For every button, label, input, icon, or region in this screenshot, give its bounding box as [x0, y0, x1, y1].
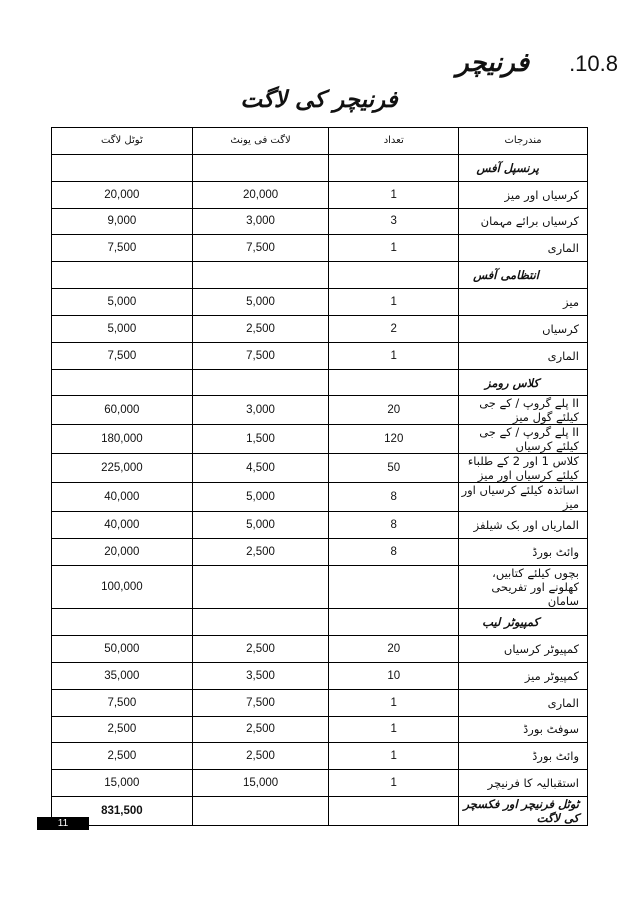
item-cell: کمپیوٹر میز	[459, 662, 588, 689]
table-row	[52, 539, 588, 566]
unit-cost-cell: 2,500	[192, 743, 329, 770]
section-heading-number: .10.8	[569, 51, 618, 76]
empty-cell	[192, 609, 329, 636]
total-cost-cell: 5,000	[52, 315, 193, 342]
total-cost-cell: 60,000	[52, 396, 193, 425]
unit-cost-cell: 2,500	[192, 716, 329, 743]
unit-cost-cell: 7,500	[192, 342, 329, 369]
table-row	[52, 662, 588, 689]
table-row	[52, 512, 588, 539]
quantity-cell: 1	[329, 743, 459, 770]
item-cell: ٹوٹل فرنیچر اور فکسچر کی لاگت	[459, 797, 588, 826]
item-cell: کرسیاں اور میز	[459, 181, 588, 208]
total-cost-cell: 35,000	[52, 662, 193, 689]
table-row	[52, 566, 588, 609]
unit-cost-cell: 5,000	[192, 483, 329, 512]
table-row	[52, 396, 588, 425]
empty-cell	[329, 369, 459, 396]
quantity-cell: 1	[329, 689, 459, 716]
empty-cell	[52, 369, 193, 396]
item-cell: اساتذہ کیلئے کرسیاں اور میز	[459, 483, 588, 512]
total-cost-cell: 7,500	[52, 689, 193, 716]
unit-cost-cell: 20,000	[192, 181, 329, 208]
unit-cost-cell	[192, 797, 329, 826]
total-cost-cell: 40,000	[52, 512, 193, 539]
total-cost-cell: 831,500	[52, 797, 193, 826]
item-cell: الماری	[459, 235, 588, 262]
table-row	[52, 342, 588, 369]
item-cell: پلے گروپ / کے جی II کیلئے گول میز	[459, 396, 588, 425]
item-cell: الماری	[459, 689, 588, 716]
quantity-cell	[329, 797, 459, 826]
table-row	[52, 770, 588, 797]
table-row	[52, 716, 588, 743]
unit-cost-cell: 3,000	[192, 208, 329, 235]
grand-total-row	[52, 797, 588, 826]
header-quantity: تعداد	[329, 128, 459, 155]
empty-cell	[52, 154, 193, 181]
total-cost-cell: 7,500	[52, 342, 193, 369]
item-cell: کرسیاں	[459, 315, 588, 342]
quantity-cell: 10	[329, 662, 459, 689]
section-row	[52, 609, 588, 636]
item-cell: استقبالیہ کا فرنیچر	[459, 770, 588, 797]
table-row	[52, 181, 588, 208]
total-cost-cell: 2,500	[52, 716, 193, 743]
header-unit-cost: لاگت فی یونٹ	[192, 128, 329, 155]
total-cost-cell: 50,000	[52, 635, 193, 662]
empty-cell	[52, 262, 193, 289]
item-cell: کرسیاں برائے مہمان	[459, 208, 588, 235]
section-row	[52, 369, 588, 396]
quantity-cell: 50	[329, 454, 459, 483]
unit-cost-cell: 7,500	[192, 235, 329, 262]
total-cost-cell: 5,000	[52, 289, 193, 316]
total-cost-cell: 9,000	[52, 208, 193, 235]
table-row	[52, 208, 588, 235]
table-header-row	[52, 128, 588, 155]
total-cost-cell: 225,000	[52, 454, 193, 483]
table-row	[52, 425, 588, 454]
item-cell: کلاس 1 اور 2 کے طلباء کیلئے کرسیاں اور میز	[459, 454, 588, 483]
unit-cost-cell: 2,500	[192, 635, 329, 662]
table-title: فرنیچر کی لاگت	[240, 86, 398, 113]
unit-cost-cell: 5,000	[192, 289, 329, 316]
quantity-cell: 1	[329, 289, 459, 316]
header-items: مندرجات	[459, 128, 588, 155]
unit-cost-cell: 3,500	[192, 662, 329, 689]
quantity-cell: 20	[329, 396, 459, 425]
quantity-cell: 8	[329, 539, 459, 566]
item-cell: کمپیوٹر کرسیاں	[459, 635, 588, 662]
unit-cost-cell: 5,000	[192, 512, 329, 539]
table-row	[52, 689, 588, 716]
table-row	[52, 454, 588, 483]
empty-cell	[192, 262, 329, 289]
page-number: 11	[37, 817, 89, 830]
quantity-cell: 1	[329, 235, 459, 262]
total-cost-cell: 40,000	[52, 483, 193, 512]
total-cost-cell: 20,000	[52, 181, 193, 208]
total-cost-cell: 7,500	[52, 235, 193, 262]
item-cell: پلے گروپ / کے جی II کیلئے کرسیاں	[459, 425, 588, 454]
quantity-cell: 2	[329, 315, 459, 342]
section-label: انتظامی آفس	[459, 262, 588, 289]
section-label: پرنسپل آفس	[459, 154, 588, 181]
table-body	[52, 154, 588, 825]
quantity-cell: 20	[329, 635, 459, 662]
item-cell: سوفٹ بورڈ	[459, 716, 588, 743]
unit-cost-cell: 7,500	[192, 689, 329, 716]
item-cell: بچوں کیلئے کتابیں، کھلونے اور تفریحی سامان	[459, 566, 588, 609]
unit-cost-cell: 2,500	[192, 315, 329, 342]
total-cost-cell: 2,500	[52, 743, 193, 770]
item-cell: الماریاں اور بک شیلفز	[459, 512, 588, 539]
section-row	[52, 154, 588, 181]
item-cell: الماری	[459, 342, 588, 369]
unit-cost-cell: 3,000	[192, 396, 329, 425]
quantity-cell: 1	[329, 770, 459, 797]
empty-cell	[192, 154, 329, 181]
quantity-cell	[329, 566, 459, 609]
quantity-cell: 1	[329, 181, 459, 208]
section-heading-word: فرنیچر	[456, 48, 530, 78]
total-cost-cell: 20,000	[52, 539, 193, 566]
table-row	[52, 289, 588, 316]
total-cost-cell: 180,000	[52, 425, 193, 454]
quantity-cell: 3	[329, 208, 459, 235]
header-total-cost: ٹوٹل لاگت	[52, 128, 193, 155]
empty-cell	[329, 154, 459, 181]
empty-cell	[329, 262, 459, 289]
empty-cell	[52, 609, 193, 636]
quantity-cell: 8	[329, 512, 459, 539]
table-row	[52, 315, 588, 342]
quantity-cell: 1	[329, 716, 459, 743]
section-heading	[456, 48, 618, 78]
unit-cost-cell: 15,000	[192, 770, 329, 797]
empty-cell	[329, 609, 459, 636]
unit-cost-cell: 4,500	[192, 454, 329, 483]
quantity-cell: 8	[329, 483, 459, 512]
table-row	[52, 235, 588, 262]
item-cell: میز	[459, 289, 588, 316]
table-row	[52, 635, 588, 662]
item-cell: وائٹ بورڈ	[459, 743, 588, 770]
section-label: کمپیوٹر لیب	[459, 609, 588, 636]
quantity-cell: 120	[329, 425, 459, 454]
total-cost-cell: 15,000	[52, 770, 193, 797]
table-row	[52, 743, 588, 770]
total-cost-cell: 100,000	[52, 566, 193, 609]
item-cell: وائٹ بورڈ	[459, 539, 588, 566]
section-row	[52, 262, 588, 289]
unit-cost-cell: 1,500	[192, 425, 329, 454]
unit-cost-cell: 2,500	[192, 539, 329, 566]
furniture-cost-table	[51, 127, 588, 826]
table-row	[52, 483, 588, 512]
quantity-cell: 1	[329, 342, 459, 369]
section-label: کلاس رومز	[459, 369, 588, 396]
empty-cell	[192, 369, 329, 396]
unit-cost-cell	[192, 566, 329, 609]
